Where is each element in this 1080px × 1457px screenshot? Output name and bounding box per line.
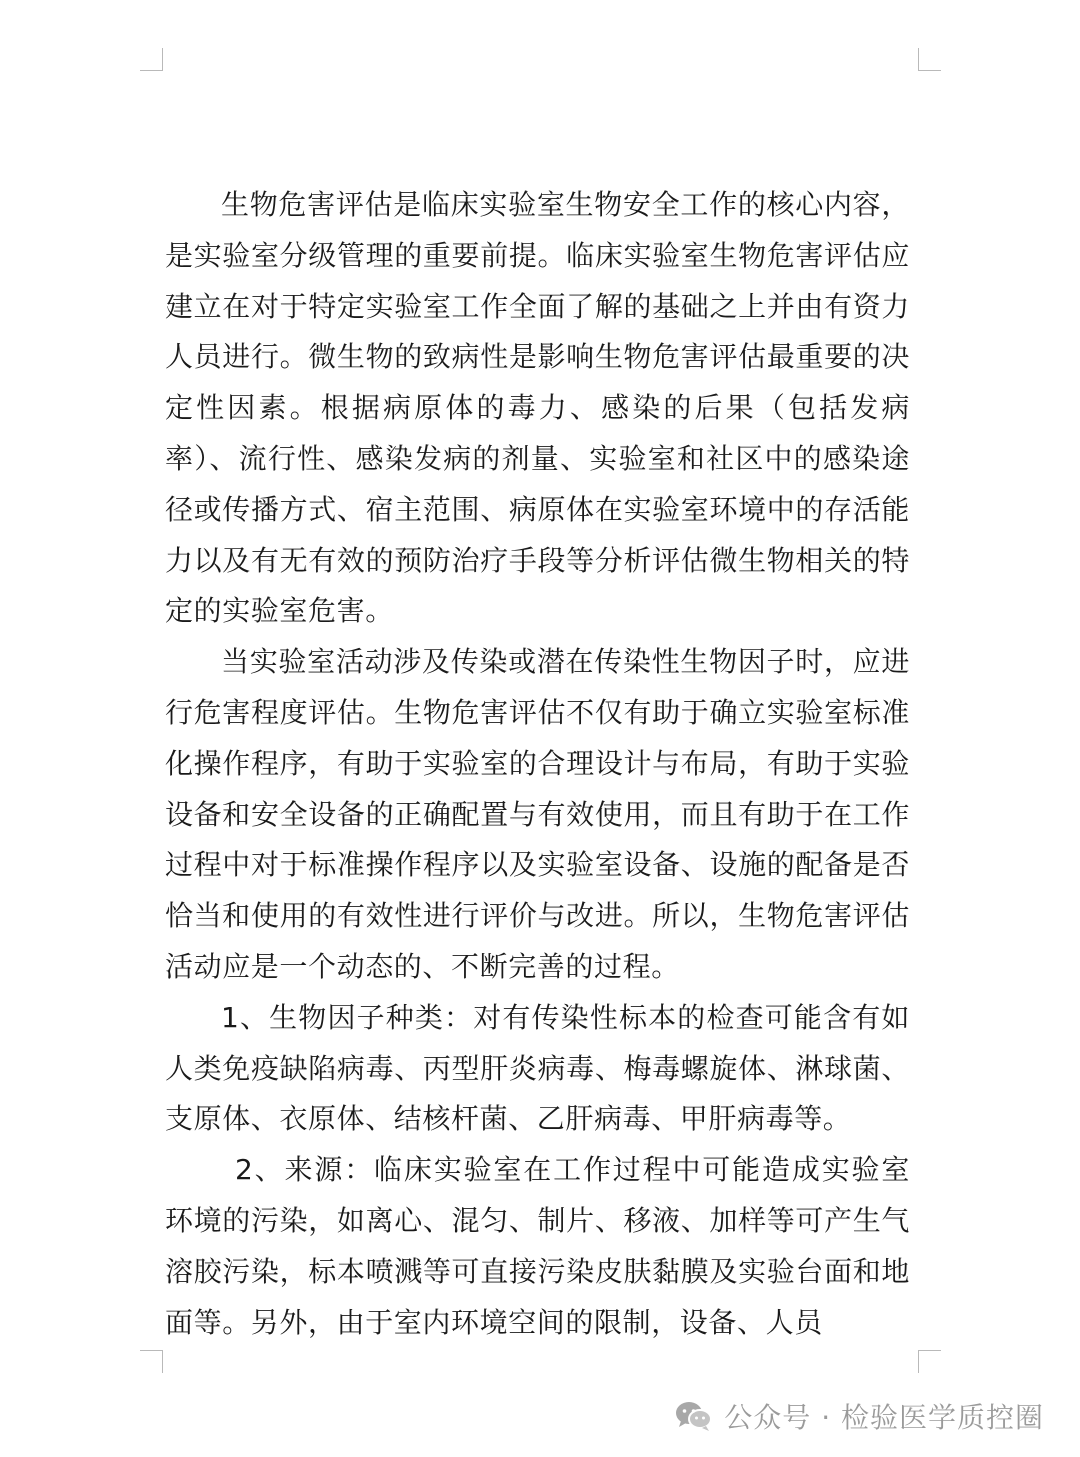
paragraph-sources: 2、来源：临床实验室在工作过程中可能造成实验室环境的污染，如离心、混匀、制片、移液、加样等可产生气溶胶污染，标本喷溅等可直接污染皮肤黏膜及实验台面和地面等。另外，由于室内环境空间的限制，设备、人员	[165, 1153, 910, 1339]
wechat-icon	[674, 1399, 714, 1433]
document-body	[165, 180, 910, 1348]
watermark-text: 公众号 · 检验医学质控圈	[724, 1401, 1044, 1434]
paragraph-hazard-degree: 当实验室活动涉及传染或潜在传染性生物因子时，应进行危害程度评估。生物危害评估不仅有助于确立实验室标准化操作程序，有助于实验室的合理设计与布局，有助于实验设备和安全设备的正确配置与有效使用，而且有助于在工作过程中对于标准操作程序以及实验室设备、设施的配备是否恰当和使用的有效性进行评价与改进。所以，生物危害评估活动应是一个动态的、不断完善的过程。	[165, 645, 910, 983]
paragraph-agent-types: 1、生物因子种类：对有传染性标本的检查可能含有如人类免疫缺陷病毒、丙型肝炎病毒、梅毒螺旋体、淋球菌、支原体、衣原体、结核杆菌、乙肝病毒、甲肝病毒等。	[165, 1000, 910, 1136]
page-corner-top-left	[140, 48, 163, 71]
watermark	[674, 1396, 1044, 1436]
paragraph-hazard-assessment: 生物危害评估是临床实验室生物安全工作的核心内容，是实验室分级管理的重要前提。临床实验室生物危害评估应建立在对于特定实验室工作全面了解的基础之上并由有资力人员进行。微生物的致病性是影响生物危害评估最重要的决定性因素。根据病原体的毒力、感染的后果（包括发病率）、流行性、感染发病的剂量、实验室和社区中的感染途径或传播方式、宿主范围、病原体在实验室环境中的存活能力以及有无有效的预防治疗手段等分析评估微生物相关的特定的实验室危害。	[165, 188, 910, 628]
page-corner-bottom-left	[140, 1350, 163, 1373]
page-corner-top-right	[918, 48, 941, 71]
page-corner-bottom-right	[918, 1350, 941, 1373]
